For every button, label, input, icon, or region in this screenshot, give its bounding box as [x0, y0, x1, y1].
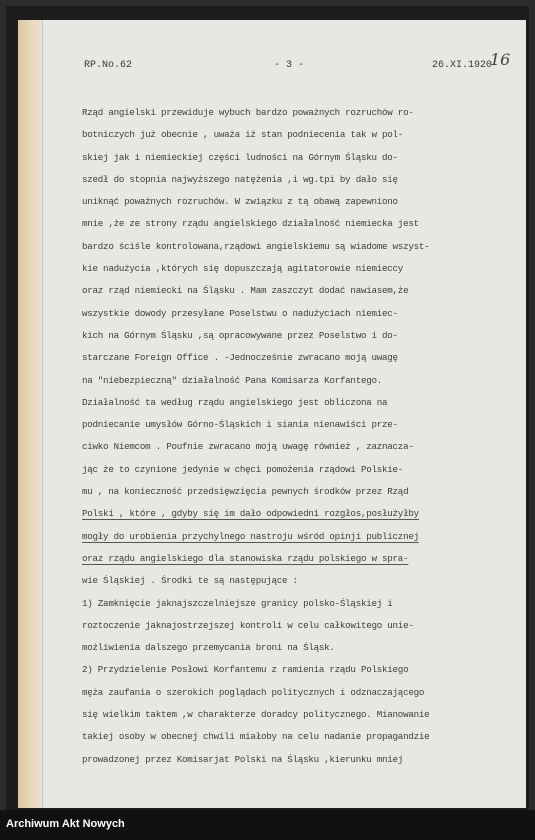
text-line: 2) Przydzielenie Posłowi Korfantemu z ramienia rządu Polskiego	[82, 664, 409, 676]
underlined-text-line: Polski , które , gdyby się im dało odpowiedni rozgłos,posłużyłby	[82, 508, 419, 520]
folio-number: 16	[490, 50, 511, 69]
text-line: oraz rząd niemiecki na Śląsku . Mam zaszczyt dodać nawiasem,że	[82, 285, 409, 297]
text-line: podniecanie umysłów Górno-Śląskich i siania nienawiści prze-	[82, 419, 398, 431]
underlined-text-line: oraz rządu angielskiego dla stanowiska rządu polskiego w spra-	[82, 552, 409, 564]
reference-number: RP.No.62	[84, 60, 133, 71]
text-line: ciwko Niemcom . Poufnie zwracano moją uwagę również , zaznacza-	[82, 441, 414, 453]
text-line: roztoczenie jaknajostrzejszej kontroli w celu całkowitego unie-	[82, 619, 414, 631]
text-line: starczane Foreign Office . -Jednocześnie zwracano moją uwagę	[82, 352, 398, 364]
paper-fold-line	[42, 20, 43, 808]
text-line: prowadzonej przez Komisarjat Polski na Śląsku ,kierunku mniej	[82, 753, 404, 765]
paper-edge	[18, 20, 42, 808]
text-line: męża zaufania o szerokich poglądach politycznych i odznaczającego	[82, 686, 425, 698]
text-line: kie nadużycia ,których się dopuszczają agitatorowie niemieccy	[82, 263, 404, 275]
document-body	[82, 102, 512, 771]
text-line: skiej jak i niemieckiej części ludności na Górnym Śląsku do-	[82, 151, 398, 163]
text-line: takiej osoby w obecnej chwili miałoby na celu nadanie propagandzie	[82, 731, 430, 743]
document-date: 26.XI.1920	[432, 60, 493, 71]
scan-frame	[6, 6, 529, 810]
text-line: bardzo ściśle kontrolowana,rządowi angielskiemu są wiadome wszyst-	[82, 240, 430, 252]
archive-label: Archiwum Akt Nowych	[6, 818, 125, 830]
text-line: wie Śląskiej . Środki te są następujące :	[82, 575, 298, 587]
archive-footer-bar	[0, 810, 535, 840]
document-page	[18, 20, 526, 808]
text-line: 1) Zamknięcie jaknajszczelniejsze granicy polsko-Śląskiej i	[82, 597, 393, 609]
text-line: jąc że to czynione jedynie w chęci pomożenia rządowi Polskie-	[82, 463, 404, 475]
underlined-text-line: mogły do urobienia przychylnego nastroju wśród opinji publicznej	[82, 530, 419, 542]
text-line: kich na Górnym Śląsku ,są opracowywane przez Poselstwo i do-	[82, 329, 398, 341]
text-line: możliwienia dalszego przemycania broni na Śląsk.	[82, 642, 335, 654]
text-line: botniczych już obecnie , uważa iż stan podniecenia tak w pol-	[82, 129, 404, 141]
text-line: uniknąć poważnych rozruchów. W związku z tą obawą zapewniono	[82, 196, 398, 208]
text-line: na "niebezpieczną" działalność Pana Komisarza Korfantego.	[82, 374, 383, 386]
text-line: się wielkim taktem ,w charakterze doradcy politycznego. Mianowanie	[82, 709, 430, 721]
document-header	[84, 60, 514, 76]
text-line: mu , na konieczność przedsięwzięcia pewnych środków przez Rząd	[82, 486, 409, 498]
page-number: - 3 -	[274, 60, 305, 71]
text-line: mnie ,że ze strony rządu angielskiego działalność niemiecka jest	[82, 218, 419, 230]
text-line: Rząd angielski przewiduje wybuch bardzo poważnych rozruchów ro-	[82, 107, 414, 118]
text-line: szedł do stopnia najwyższego natężenia ,i wg.tpi by dało się	[82, 173, 398, 185]
text-line: Działalność ta według rządu angielskiego jest obliczona na	[82, 396, 388, 408]
text-line: wszystkie dowody przesyłane Poselstwu o nadużyciach niemiec-	[82, 307, 398, 319]
